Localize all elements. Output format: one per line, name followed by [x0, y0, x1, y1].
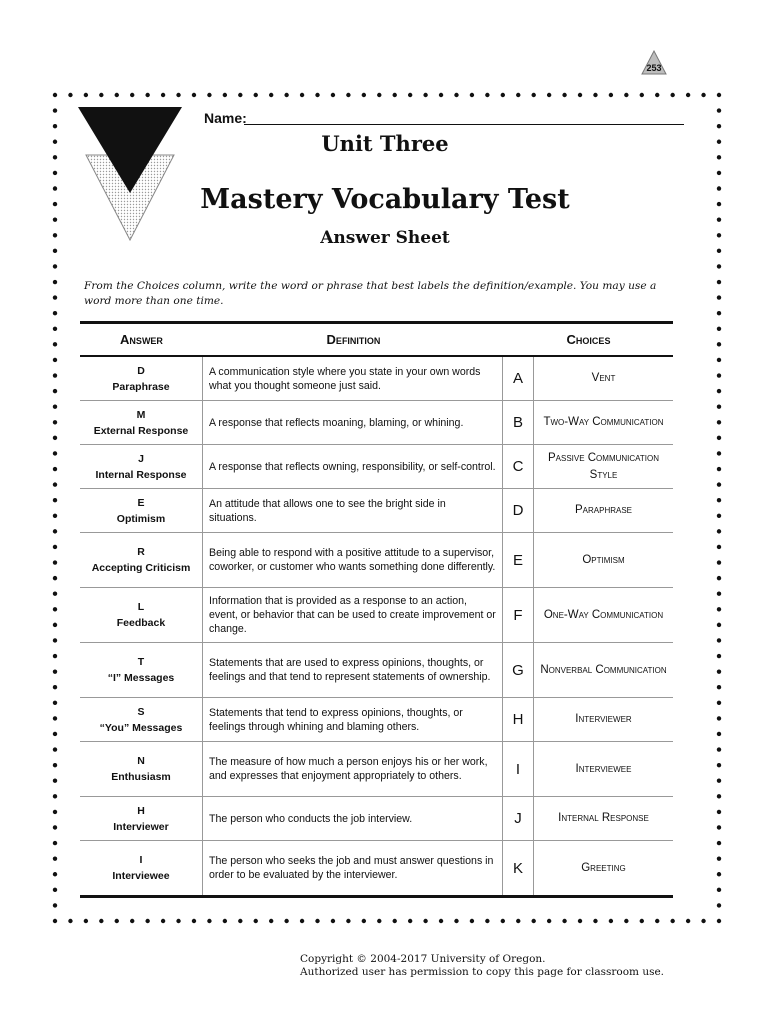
- vocabulary-table: [80, 321, 673, 898]
- header-answer: Answer: [120, 332, 163, 347]
- answer-cell[interactable]: [80, 489, 203, 532]
- answer-letter: S: [137, 705, 145, 718]
- definition-cell: A communication style where you state in your own words what you thought someone just said.: [203, 357, 503, 400]
- choice-letter: E: [503, 533, 534, 587]
- choice-cell: One-Way Communication: [543, 608, 664, 621]
- answer-letter: M: [136, 408, 146, 421]
- answer-cell[interactable]: [80, 401, 203, 444]
- table-row: [80, 587, 673, 642]
- copyright-line-1: Copyright © 2004-2017 University of Oregon.: [300, 953, 546, 965]
- definition-cell: The person who seeks the job and must answer questions in order to be evaluated by the interviewer.: [203, 841, 503, 895]
- table-row: [80, 488, 673, 532]
- answer-cell[interactable]: [80, 742, 203, 796]
- answer-cell[interactable]: [80, 445, 203, 488]
- answer-letter: E: [137, 496, 145, 509]
- choice-letter: B: [503, 401, 534, 444]
- answer-text: Optimism: [116, 512, 166, 525]
- choice-cell: Nonverbal Communication: [540, 663, 667, 676]
- answer-letter: J: [138, 452, 144, 465]
- page-title: Mastery Vocabulary Test: [200, 184, 570, 215]
- definition-cell: Being able to respond with a positive attitude to a supervisor, coworker, or customer who wants something done differently.: [203, 533, 503, 587]
- choice-cell: Interviewee: [575, 762, 632, 775]
- answer-cell[interactable]: [80, 533, 203, 587]
- choice-cell: Greeting: [581, 861, 626, 874]
- table-row: [80, 697, 673, 741]
- choice-cell: Paraphrase: [574, 504, 633, 516]
- header-definition: Definition: [326, 332, 381, 347]
- answer-cell[interactable]: [80, 643, 203, 697]
- table-row: [80, 444, 673, 488]
- definition-cell: Statements that tend to express opinions, thoughts, or feelings through whining and blaming others.: [203, 698, 503, 741]
- choice-letter: F: [503, 588, 534, 642]
- answer-letter: I: [139, 854, 143, 866]
- answer-cell[interactable]: [80, 588, 203, 642]
- page-subtitle: Answer Sheet: [320, 228, 450, 248]
- table-row: [80, 355, 673, 400]
- answer-cell[interactable]: [80, 841, 203, 895]
- choice-letter: J: [503, 797, 534, 840]
- table-row: [80, 840, 673, 895]
- answer-text: Enthusiasm: [111, 771, 171, 783]
- answer-cell[interactable]: [80, 797, 203, 840]
- choice-cell: Vent: [591, 372, 616, 384]
- answer-text: Paraphrase: [112, 380, 170, 393]
- choice-cell: Optimism: [582, 553, 625, 566]
- table-bottom-rule: [80, 895, 673, 898]
- answer-text: Interviewer: [113, 820, 169, 833]
- answer-text: Interviewee: [112, 870, 170, 882]
- choice-cell: Passive Communication Style: [547, 451, 660, 481]
- answer-letter: R: [137, 546, 145, 558]
- name-label: Name:: [204, 110, 247, 126]
- answer-letter: T: [137, 656, 145, 668]
- answer-cell[interactable]: [80, 698, 203, 741]
- choice-cell: Interviewer: [575, 713, 632, 725]
- table-row: [80, 642, 673, 697]
- definition-cell: A response that reflects owning, responsibility, or self-control.: [203, 445, 503, 488]
- table-body: [80, 355, 673, 895]
- table-row: [80, 796, 673, 840]
- name-line: [244, 124, 684, 125]
- table-row: [80, 741, 673, 796]
- table-row: [80, 532, 673, 587]
- choice-letter: H: [503, 698, 534, 741]
- name-field[interactable]: [204, 110, 684, 128]
- choice-letter: D: [503, 489, 534, 532]
- table-row: [80, 400, 673, 444]
- answer-text: Internal Response: [95, 468, 187, 481]
- choice-letter: K: [503, 841, 534, 895]
- answer-text: External Response: [93, 424, 189, 437]
- definition-cell: An attitude that allows one to see the bright side in situations.: [203, 489, 503, 532]
- answer-cell[interactable]: [80, 357, 203, 400]
- header-choices: Choices: [566, 332, 611, 347]
- choice-letter: C: [503, 445, 534, 488]
- answer-text: “I” Messages: [107, 672, 175, 684]
- definition-cell: Information that is provided as a response to an action, event, or behavior that can be used to create improvement or change.: [203, 588, 503, 642]
- choice-cell: Two-Way Communication: [543, 416, 664, 428]
- copyright-line-2: Authorized user has permission to copy this page for classroom use.: [300, 966, 665, 978]
- answer-text: Accepting Criticism: [91, 562, 191, 574]
- answer-letter: L: [137, 601, 145, 613]
- choice-letter: G: [503, 643, 534, 697]
- table-header: [80, 324, 673, 355]
- answer-letter: D: [137, 364, 145, 377]
- instructions: From the Choices column, write the word or phrase that best labels the definition/example. You may use a word more than one time.: [84, 280, 657, 307]
- answer-text: “You” Messages: [99, 721, 183, 734]
- triangle-logo-icon: [78, 107, 182, 242]
- choice-cell: Internal Response: [558, 812, 649, 824]
- answer-letter: N: [137, 755, 145, 767]
- answer-letter: H: [137, 804, 145, 817]
- definition-cell: A response that reflects moaning, blaming, or whining.: [203, 401, 503, 444]
- answer-text: Feedback: [116, 617, 166, 629]
- copyright: [300, 953, 664, 979]
- definition-cell: The measure of how much a person enjoys his or her work, and expresses that enjoyment appropriately to others.: [203, 742, 503, 796]
- choice-letter: A: [503, 357, 534, 400]
- definition-cell: The person who conducts the job interview.: [203, 797, 503, 840]
- page-number-badge: [641, 50, 667, 76]
- page-number: 253: [646, 63, 662, 73]
- choice-letter: I: [503, 742, 534, 796]
- unit-heading: Unit Three: [321, 131, 449, 156]
- definition-cell: Statements that are used to express opinions, thoughts, or feelings and that tend to represent statements of ownership.: [203, 643, 503, 697]
